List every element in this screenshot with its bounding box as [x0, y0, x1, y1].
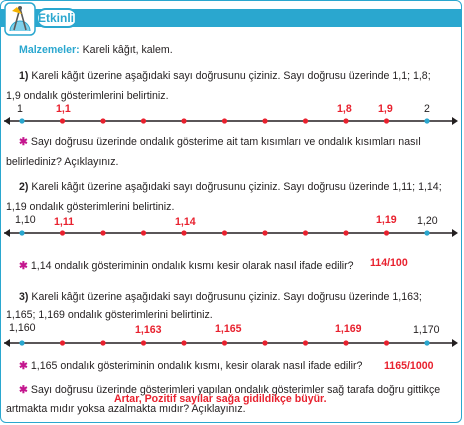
q3-endpoint-end [424, 340, 429, 345]
q1-tick-7 [303, 118, 308, 123]
q2-tick-7 [303, 230, 308, 235]
compass-icon [4, 2, 36, 36]
q2-text-line1: Kareli kâğıt üzerine aşağıdaki sayı doğrusunu çiziniz. Sayı doğrusu üzerinde 1,11; 1,14; [31, 181, 442, 193]
q3-question-answer: 1165/1000 [384, 360, 434, 372]
q2-left-arrow-icon [4, 229, 10, 237]
q1-question-line1 [19, 136, 421, 149]
q2-tick-6 [262, 230, 267, 235]
q3-marked-point-3 [141, 340, 146, 345]
q1-tick-6 [262, 118, 267, 123]
q3-instruction-line1 [19, 291, 422, 304]
q3-start-label: 1,160 [9, 322, 36, 334]
q3-tick-7 [303, 340, 308, 345]
q1-number: 1) [19, 70, 29, 82]
q3-right-arrow-icon [452, 339, 458, 347]
q1-right-arrow-icon [452, 117, 458, 125]
materials-label: Malzemeler: [19, 44, 80, 56]
q3-marked-point-5 [222, 340, 227, 345]
q3-tick-2 [100, 340, 105, 345]
q3-end-label: 1,170 [413, 324, 440, 336]
activity-title: Etkinlik [38, 11, 81, 25]
q1-answer-2: 1,8 [337, 103, 352, 115]
q2-marked-point-9 [384, 230, 389, 235]
q3-final-line2: artmakta mıdır yoksa azalmakta mıdır? Açıklayınız. [6, 403, 246, 415]
q3-answer-2: 1,165 [215, 323, 242, 335]
q2-instruction-line2: 1,19 ondalık gösterimlerini belirtiniz. [6, 201, 175, 213]
q1-instruction-line2: 1,9 ondalık gösterimlerini belirtiniz. [6, 90, 169, 102]
q3-answer-3: 1,169 [335, 323, 362, 335]
q3-tick-1 [60, 340, 65, 345]
q1-tick-4 [181, 118, 186, 123]
q3-tick-8 [343, 340, 348, 345]
q2-tick-5 [222, 230, 227, 235]
q1-end-label: 2 [424, 103, 430, 115]
q1-marked-point-8 [343, 118, 348, 123]
q1-marked-point-1 [60, 118, 65, 123]
q2-answer-3: 1,19 [376, 214, 397, 226]
q2-answer-1: 1,11 [54, 216, 75, 228]
star-icon: ✱ [19, 136, 28, 148]
q2-number: 2) [19, 181, 29, 193]
q2-tick-2 [100, 230, 105, 235]
q3-final-text: Sayı doğrusu üzerinde gösterimleri yapılan ondalık gösterimler sağ tarafa doğru gittikçe [30, 384, 441, 396]
q1-tick-5 [222, 118, 227, 123]
q1-question-text: Sayı doğrusu üzerinde ondalık gösterime ait tam kısımları ve ondalık kısımları nasıl [30, 136, 421, 148]
materials-text: Kareli kâğıt, kalem. [82, 44, 173, 56]
q3-number: 3) [19, 291, 29, 303]
q3-instruction-line2: 1,165; 1,169 ondalık gösterimlerini belirtiniz. [6, 309, 213, 321]
q1-question-line2: belirlediniz? Açıklayınız. [6, 156, 119, 168]
q2-question-text: 1,14 ondalık gösteriminin ondalık kısmı kesir olarak nasıl ifade edilir? [30, 260, 354, 272]
star-icon: ✱ [19, 360, 28, 372]
q1-answer-3: 1,9 [378, 103, 393, 115]
q2-tick-8 [343, 230, 348, 235]
star-icon: ✱ [19, 384, 28, 396]
q2-marked-point-1 [60, 230, 65, 235]
q1-instruction-line1 [19, 70, 431, 83]
q3-tick-6 [262, 340, 267, 345]
q1-left-arrow-icon [4, 117, 10, 125]
q3-endpoint-start [19, 340, 24, 345]
q3-left-arrow-icon [4, 339, 10, 347]
q2-marked-point-4 [181, 230, 186, 235]
materials-line [19, 44, 173, 57]
q2-start-label: 1,10 [15, 214, 36, 226]
q1-endpoint-start [19, 118, 24, 123]
q1-endpoint-end [424, 118, 429, 123]
q2-tick-3 [141, 230, 146, 235]
q1-text-line1: Kareli kâğıt üzerine aşağıdaki sayı doğrusunu çiziniz. Sayı doğrusu üzerinde 1,1; 1,8; [31, 70, 431, 82]
q2-endpoint-start [19, 230, 24, 235]
q2-question-line [19, 260, 354, 273]
q1-tick-3 [141, 118, 146, 123]
q3-question-line [19, 360, 362, 373]
q3-answer-1: 1,163 [135, 324, 162, 336]
q3-question-text: 1,165 ondalık gösteriminin ondalık kısmı, kesir olarak nasıl ifade edilir? [30, 360, 363, 372]
q3-text-line1: Kareli kâğıt üzerine aşağıdaki sayı doğrusunu çiziniz. Sayı doğrusu üzerinde 1,163; [31, 291, 422, 303]
q1-tick-2 [100, 118, 105, 123]
q2-right-arrow-icon [452, 229, 458, 237]
q3-tick-4 [181, 340, 186, 345]
q2-answer-2: 1,14 [175, 216, 196, 228]
q2-instruction-line1 [19, 181, 442, 194]
q1-marked-point-9 [384, 118, 389, 123]
q3-marked-point-9 [384, 340, 389, 345]
q3-final-answer: Artar, Pozitif sayılar sağa gidildikçe büyür. [114, 393, 327, 405]
q2-question-answer: 114/100 [370, 257, 408, 269]
q1-answer-1: 1,1 [56, 103, 71, 115]
q1-start-label: 1 [17, 103, 23, 115]
star-icon: ✱ [19, 260, 28, 272]
q2-endpoint-end [424, 230, 429, 235]
q2-end-label: 1,20 [417, 215, 438, 227]
